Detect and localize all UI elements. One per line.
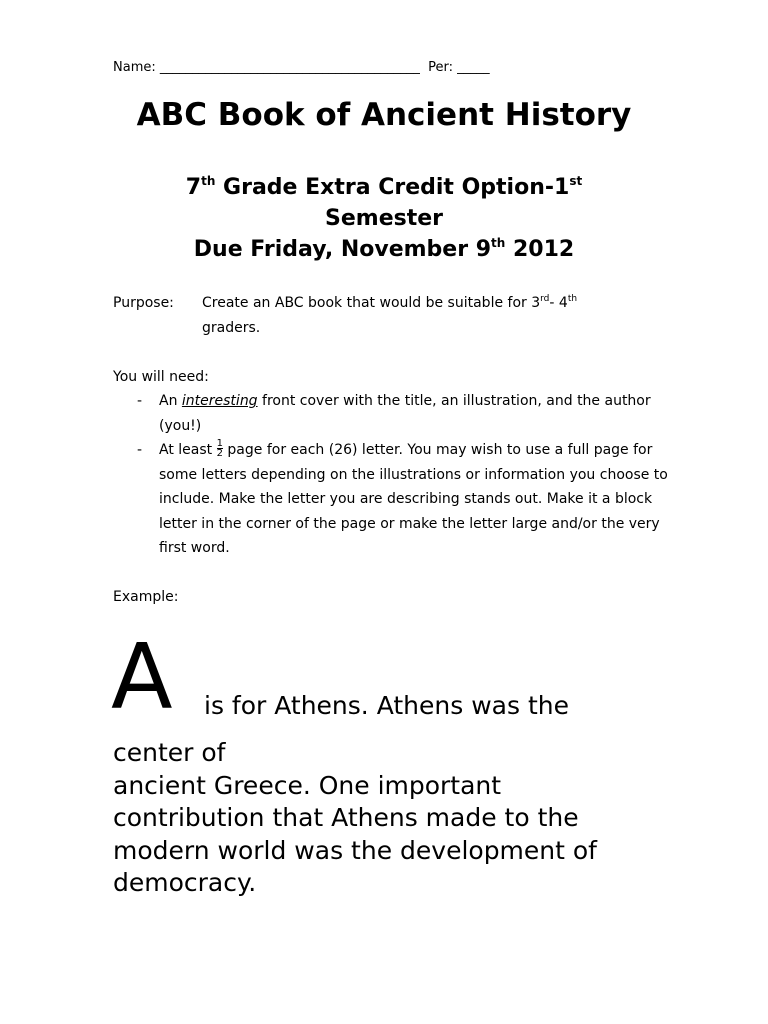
example-line-3: ancient Greece. One important xyxy=(113,770,502,800)
list-item: - At least $\frac{1}{2}$ page for each (26) letter. You may wish to use a full page for some letters depending on the illustrations or information you choose to include. Make the letter you are describing stands out. Make it a block letter in the corner of the page or make the letter large and/or the very first word. xyxy=(137,438,668,556)
due-superscript: th xyxy=(491,236,506,250)
example-line-1: is for Athens. Athens was the xyxy=(204,691,569,720)
due-date-line xyxy=(120,234,648,265)
example-line-6: democracy. xyxy=(113,868,257,897)
example-line-2: center of xyxy=(113,738,226,767)
per-blank: _____ xyxy=(457,60,490,75)
name-per-line xyxy=(113,60,490,75)
example-big-letter: A xyxy=(111,625,173,730)
example-line-4: contribution that Athens made to the xyxy=(113,803,579,832)
subtitle xyxy=(120,172,648,265)
example-paragraph xyxy=(113,737,693,900)
need-label: You will need: xyxy=(113,369,209,385)
half-fraction: $\frac{1}{2}$ xyxy=(216,438,223,459)
grade-rest: Grade Extra Credit Option-1 xyxy=(215,175,570,200)
due-text: Due Friday, November 9 xyxy=(193,237,492,262)
need-list xyxy=(113,389,673,561)
option-superscript: st xyxy=(569,174,583,188)
name-label: Name: xyxy=(113,60,156,75)
emphasis-interesting: interesting xyxy=(181,393,258,409)
purpose-text-a: Create an ABC book that would be suitable for 3 xyxy=(202,295,541,311)
list-item: - An interesting front cover with the title, an illustration, and the author (you!) xyxy=(137,393,651,434)
subtitle-line-2: Semester xyxy=(325,206,443,231)
example-label: Example: xyxy=(113,589,179,605)
purpose-text-c: graders. xyxy=(202,319,261,336)
example-line-5: modern world was the development of xyxy=(113,835,597,865)
purpose-sup-a: rd xyxy=(540,294,550,304)
grade-superscript: th xyxy=(201,174,216,188)
page-title: ABC Book of Ancient History xyxy=(136,97,632,133)
grade-number: 7 xyxy=(185,175,202,200)
due-year: 2012 xyxy=(505,237,575,262)
purpose-text-b: - 4 xyxy=(549,295,568,311)
purpose-label: Purpose: xyxy=(113,295,174,311)
name-blank: ________________________________________ xyxy=(159,60,420,75)
purpose-text xyxy=(202,291,672,340)
per-label: Per: xyxy=(428,60,454,75)
subtitle-line-1 xyxy=(120,172,648,203)
purpose-sup-b: th xyxy=(567,294,578,304)
